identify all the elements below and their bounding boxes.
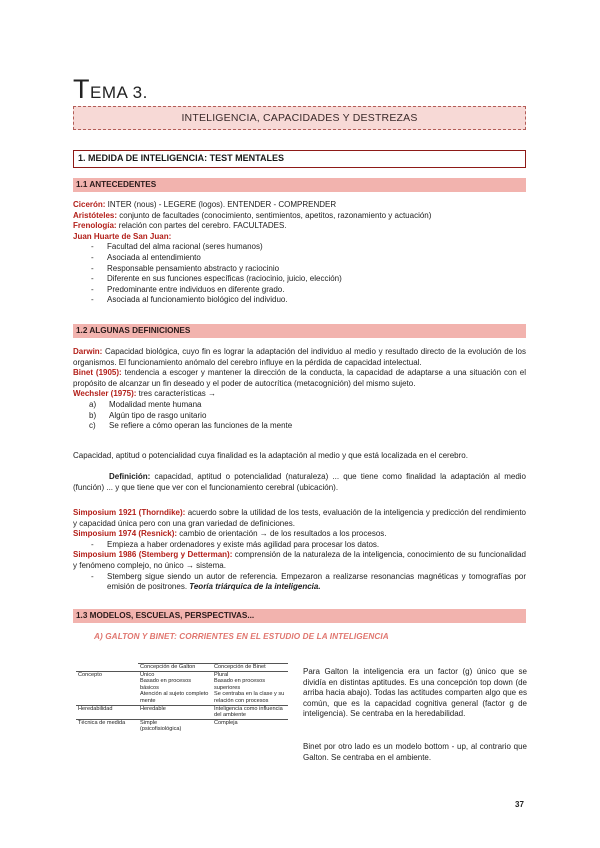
sim1986-list [73, 572, 526, 593]
table-header-cell [76, 664, 138, 672]
list-item: a) Modalidad mente humana [89, 399, 202, 409]
table-header-cell: Concepción de Galton [138, 664, 212, 672]
section-1-2-heading: 1.2 ALGUNAS DEFINICIONES [73, 324, 526, 338]
chapter-title-initial: T [73, 74, 90, 104]
list-item: b) Algún tipo de rasgo unitario [89, 410, 207, 420]
section-1-heading: 1. MEDIDA DE INTELIGENCIA: TEST MENTALES [73, 150, 526, 168]
table-row [76, 705, 288, 719]
huarte-list [73, 242, 526, 306]
wechsler-list [73, 400, 526, 432]
section-1-3-heading: 1.3 MODELOS, ESCUELAS, PERSPECTIVAS... [73, 609, 526, 623]
table-cell: Inteligencia como influencia del ambiente [212, 705, 288, 719]
list-item: - Diferente en sus funciones específicas (raciocinio, juicio, elección) [91, 274, 342, 284]
simposium-block [73, 508, 526, 593]
list-item: - Asociada al funcionamiento biológico del individuo. [91, 295, 288, 305]
table-cell: Técnica de medida [76, 719, 138, 733]
list-item: - Predominante entre individuos en diferente grado. [91, 284, 285, 294]
table-header-cell: Concepción de Binet [212, 664, 288, 672]
table-cell: Concepto [76, 671, 138, 705]
binet-model-paragraph: Binet por otro lado es un modelo bottom - up, al contrario que Galton. Se centraba en el ambiente. [303, 742, 527, 762]
table-row [76, 719, 288, 733]
binet-paragraph: Binet (1905): tendencia a escoger y mantener la dirección de la conducta, la capacidad de adaptarse a una situación con el propósito de alcanzar un fin deseado y el poder de autocrítica (metacognición) del mismo sujeto. [73, 368, 526, 388]
table-cell: Compleja [212, 719, 288, 733]
chapter-title-rest: EMA 3. [90, 83, 148, 102]
table-cell: Simple (psicofisiológica) [138, 719, 212, 733]
subsection-a-heading: A) GALTON Y BINET: CORRIENTES EN EL ESTUDIO DE LA INTELIGENCIA [94, 632, 389, 641]
sim1921-paragraph: Simposium 1921 (Thorndike): acuerdo sobre la utilidad de los tests, evaluación de la inteligencia y predicción del rendimiento y capacidad única pero con una gran variedad de definiciones. [73, 508, 526, 528]
table-cell: Plural Basado en procesos superiores Se centraba en la clase y su relación con procesos [212, 671, 288, 705]
list-item: - Empieza a haber ordenadores y existe más agilidad para procesar los datos. [91, 539, 380, 549]
wechsler-line: Wechsler (1975): tres características → [73, 389, 217, 399]
sim1986-paragraph: Simposium 1986 (Stemberg y Detterman): comprensión de la naturaleza de la inteligencia, conocimiento de su funcionalidad y fenómeno complejo, no único → sistema. [73, 550, 526, 570]
ciceron-line: Cicerón: INTER (nous) - LEGERE (logos). ENTENDER - COMPRENDER [73, 200, 337, 209]
chapter-title [73, 74, 148, 105]
table-header-row [76, 664, 288, 672]
galton-paragraph: Para Galton la inteligencia era un factor (g) único que se dividía en distintas aptitudes. Es una concepción top down (de arriba hacia abajo). Todas las actitudes comparten algo que es común, que es la capacidad cognitiva general (factor g de inteligencia). Se centraba en la heredabilidad. [303, 667, 527, 719]
darwin-paragraph: Darwin: Capacidad biológica, cuyo fin es lograr la adaptación del individuo al medio y resultado directo de la evolución de los organismos. El funcionamiento anómalo del cerebro influye en la pérdida de capacidad intelectual. [73, 347, 526, 367]
page-number: 37 [515, 800, 524, 809]
section-1-1-heading: 1.1 ANTECEDENTES [73, 178, 526, 192]
list-item: - Facultad del alma racional (seres humanos) [91, 242, 263, 252]
huarte-heading: Juan Huarte de San Juan: [73, 231, 172, 241]
frenologia-line: Frenología: relación con partes del cerebro. FACULTADES. [73, 221, 287, 231]
sim1974-list [73, 540, 526, 551]
list-item: - Stemberg sigue siendo un autor de referencia. Empezaron a realizarse resonancias magnéticas y tomografías por emisión de positrones. Teoría triárquica de la inteligencia. [91, 571, 526, 592]
galton-binet-table [76, 663, 288, 733]
table-cell: Heredable [138, 705, 212, 719]
subject-banner: INTELIGENCIA, CAPACIDADES Y DESTREZAS [73, 106, 526, 130]
sim1974-line: Simposium 1974 (Resnick): cambio de orientación → de los resultados a los procesos. [73, 529, 387, 539]
definiciones-block [73, 347, 526, 432]
capacidad-paragraph: Capacidad, aptitud o potencialidad cuya finalidad es la adaptación al medio y que está localizada en el cerebro. [73, 451, 468, 460]
antecedentes-block [73, 200, 526, 306]
definicion-paragraph: Definición: capacidad, aptitud o potencialidad (naturaleza) ... que tiene como finalidad la adaptación al medio (función) ... y que tiene que ver con el funcionamiento cerebral (ubicación). [73, 472, 526, 492]
table-cell: Único Basado en procesos básicos Atención al sujeto completo mente [138, 671, 212, 705]
table-row [76, 671, 288, 705]
list-item: - Responsable pensamiento abstracto y raciocinio [91, 263, 280, 273]
list-item: - Asociada al entendimiento [91, 252, 201, 262]
aristoteles-line: Aristóteles: conjunto de facultades (conocimiento, sentimientos, apetitos, razonamiento y actuación) [73, 210, 432, 220]
list-item: c) Se refiere a cómo operan las funciones de la mente [89, 421, 293, 431]
table-cell: Heredabilidad [76, 705, 138, 719]
